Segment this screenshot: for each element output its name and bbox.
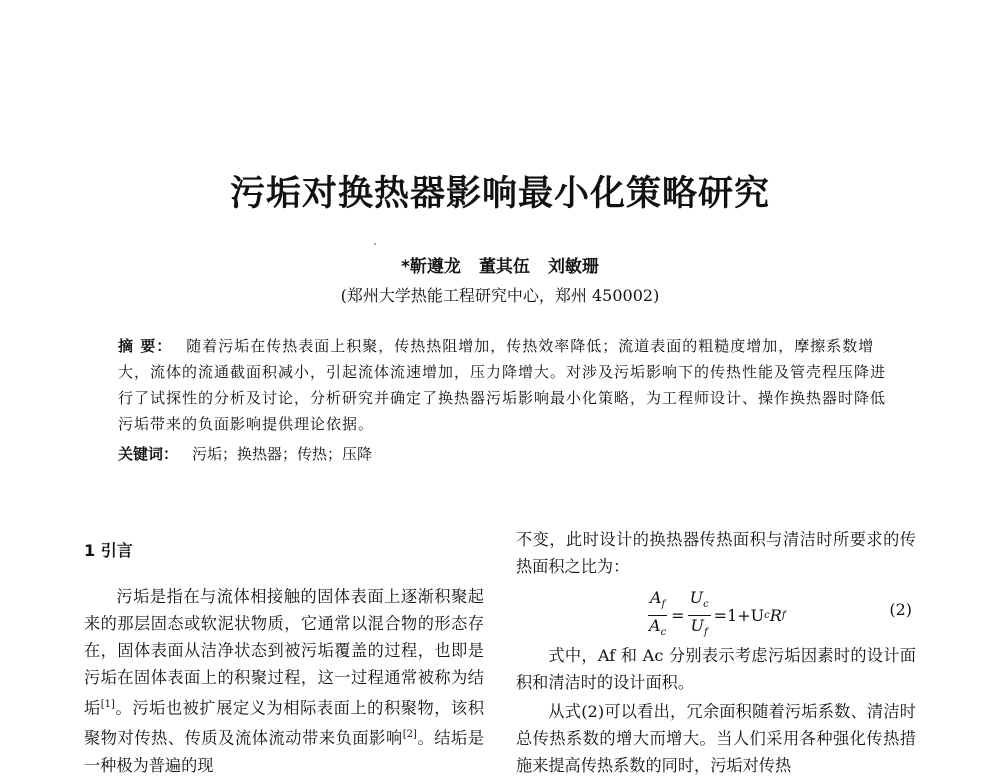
fraction: $\frac{U_c}{U_f}$ (689, 588, 709, 639)
body-paragraph: 从式(2)可以看出，冗余面积随着污垢系数、清洁时总传热系数的增大而增大。当人们采用各种强化传热措施来提高传热系数的同时，污垢对传热 (516, 702, 916, 775)
citation[interactable]: [2] (402, 729, 417, 741)
abstract-label: 摘 要： (118, 337, 173, 355)
body-paragraph: 不变，此时设计的换热器传热面积与清洁时所要求的传热面积之比为： (516, 530, 916, 576)
equation-number: (2) (889, 600, 912, 619)
intro-text: 污垢是指在与流体相接触的固体表面上逐渐积聚起来的那层固态或软泥状物质，它通常以混合物的形态存在，固体表面从洁净状态到被污垢覆盖的过程，也即是污垢在固体表面上的积聚过程，这一过程通常被称为结垢 (84, 587, 484, 718)
keywords (118, 441, 886, 467)
scan-speck (374, 243, 376, 245)
fraction: $\frac{A_f}{A_c}$ (649, 588, 667, 639)
author-list (0, 252, 1000, 277)
left-column (84, 538, 484, 779)
equation-2 (516, 584, 916, 639)
section-heading: 1 引言 (84, 541, 133, 560)
right-column (516, 526, 916, 779)
keywords-text: 污垢；换热器；传热；压降 (192, 445, 373, 463)
abstract-text: 随着污垢在传热表面上积聚，传热热阻增加，传热效率降低；流道表面的粗糙度增加，摩擦系数增大，流体的流通截面积减小，引起流体流速增加，压力降增大。对涉及污垢影响下的传热性能及管壳程压降进行了试探性的分析及讨论，分析研究并确定了换热器污垢影响最小化策略，为工程师设计、操作换热器时降低污垢带来的负面影响提供理论依据。 (118, 337, 887, 433)
keywords-label: 关键词： (118, 445, 179, 463)
equation-expression: $\frac{A_f}{A_c}$ = $\frac{U_c}{U_f}$ =1+U c R f (644, 588, 786, 643)
abstract (118, 333, 886, 437)
intro-paragraph (84, 583, 484, 779)
paper-title: 污垢对换热器影响最小化策略研究 (229, 174, 770, 214)
citation[interactable]: [1] (100, 699, 115, 710)
intro-text: 。污垢也被扩展定义为相际表面上的积聚物，该积聚物对传热、传质及流体流动带来负面影响 (84, 698, 485, 748)
author-name: 董其伍 (478, 257, 530, 277)
body-paragraph: 式中，Af 和 Ac 分别表示考虑污垢因素时的设计面积和清洁时的设计面积。 (516, 646, 916, 692)
intro-text: 。结垢是一种极为普遍的现 (84, 728, 485, 775)
author-name: 刘敏珊 (547, 257, 599, 277)
affiliation: (郑州大学热能工程研究中心，郑州 450002) (340, 286, 660, 305)
author-name: *靳遵龙 (401, 257, 461, 277)
